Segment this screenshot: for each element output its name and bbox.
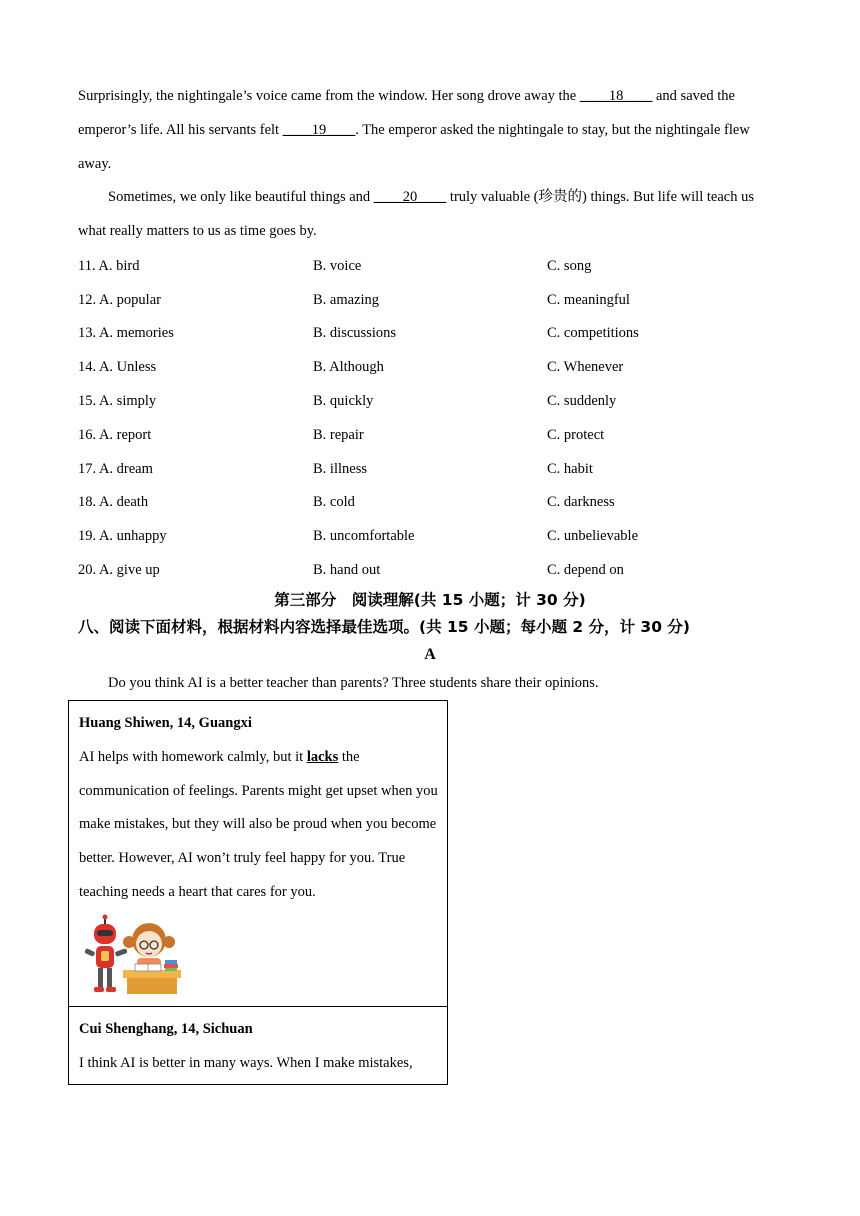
student-opinion [79, 741, 439, 910]
option-row [78, 255, 783, 277]
cloze-paragraph-2 [78, 181, 783, 249]
option-c: C. protect [547, 427, 605, 443]
option-a: 19. A. unhappy [78, 528, 167, 544]
opinion-text: the communication of feelings. Parents might get upset when you make mistakes, but they will also be proud when you become better. However, AI won’t truly feel happy for you. True teaching needs a heart that cares for you. [79, 748, 438, 900]
option-c: C. song [547, 258, 592, 274]
student-name: Cui Shenghang, 14, Sichuan [79, 1020, 253, 1037]
option-row [78, 424, 783, 446]
cloze-text: truly valuable (珍贵的) things. But life will teach us what really matters to us as time goes by. [78, 189, 754, 239]
opinion-text: AI helps with homework calmly, but it [79, 748, 307, 765]
blank-18: ____18____ [579, 88, 653, 104]
option-row [78, 458, 783, 480]
option-c: C. depend on [547, 562, 624, 578]
opinions-table [68, 700, 448, 1085]
robot-girl-illustration [77, 914, 187, 1000]
option-b: B. hand out [313, 562, 381, 578]
passage-intro: Do you think AI is a better teacher than parents? Three students share their opinions. [108, 675, 599, 691]
option-row [78, 289, 783, 311]
option-c: C. competitions [547, 325, 639, 341]
student-name: Huang Shiwen, 14, Guangxi [79, 715, 252, 731]
option-a: 16. A. report [78, 427, 152, 443]
option-a: 20. A. give up [78, 562, 160, 578]
option-b: B. amazing [313, 292, 380, 308]
option-c: C. unbelievable [547, 528, 639, 544]
option-row [78, 390, 783, 412]
option-a: 12. A. popular [78, 292, 161, 308]
section-title: 第三部分 阅读理解(共 15 小题；计 30 分) [274, 591, 586, 609]
option-row [78, 356, 783, 378]
option-row [78, 559, 783, 581]
option-a: 17. A. dream [78, 461, 153, 477]
option-row [78, 322, 783, 344]
option-a: 14. A. Unless [78, 359, 157, 375]
option-b: B. Although [313, 359, 384, 375]
option-a: 11. A. bird [78, 258, 140, 274]
cloze-paragraph-1 [78, 80, 783, 181]
option-c: C. meaningful [547, 292, 630, 308]
option-row [78, 491, 783, 513]
option-b: B. discussions [313, 325, 396, 341]
passage-label: A [424, 646, 436, 663]
student-opinion: I think AI is better in many ways. When I make mistakes, [79, 1054, 413, 1071]
option-b: B. quickly [313, 393, 374, 409]
blank-20: ____20____ [373, 189, 447, 205]
option-c: C. Whenever [547, 359, 624, 375]
option-b: B. repair [313, 427, 364, 443]
option-c: C. darkness [547, 494, 615, 510]
student-cell [69, 701, 447, 1000]
blank-19: ____19____ [282, 121, 356, 138]
option-a: 15. A. simply [78, 393, 157, 409]
option-c: C. suddenly [547, 393, 617, 409]
option-a: 18. A. death [78, 494, 149, 510]
option-c: C. habit [547, 461, 593, 477]
cloze-text: Sometimes, we only like beautiful things and [108, 189, 374, 205]
keyword-lacks: lacks [306, 748, 339, 765]
student-cell [69, 1006, 447, 1085]
part-title: 八、阅读下面材料，根据材料内容选择最佳选项。(共 15 小题；每小题 2 分，计 30 分) [78, 618, 690, 636]
option-a: 13. A. memories [78, 325, 174, 341]
option-row [78, 525, 783, 547]
cloze-text: Surprisingly, the nightingale’s voice came from the window. Her song drove away the [78, 88, 580, 104]
option-b: B. uncomfortable [313, 528, 415, 544]
option-b: B. voice [313, 258, 362, 274]
option-b: B. cold [313, 494, 355, 510]
cloze-text: and saved the emperor’s life. All his servants felt [78, 88, 735, 138]
option-b: B. illness [313, 461, 367, 477]
cloze-text: . The emperor asked the nightingale to stay, but the nightingale flew away. [78, 121, 750, 172]
